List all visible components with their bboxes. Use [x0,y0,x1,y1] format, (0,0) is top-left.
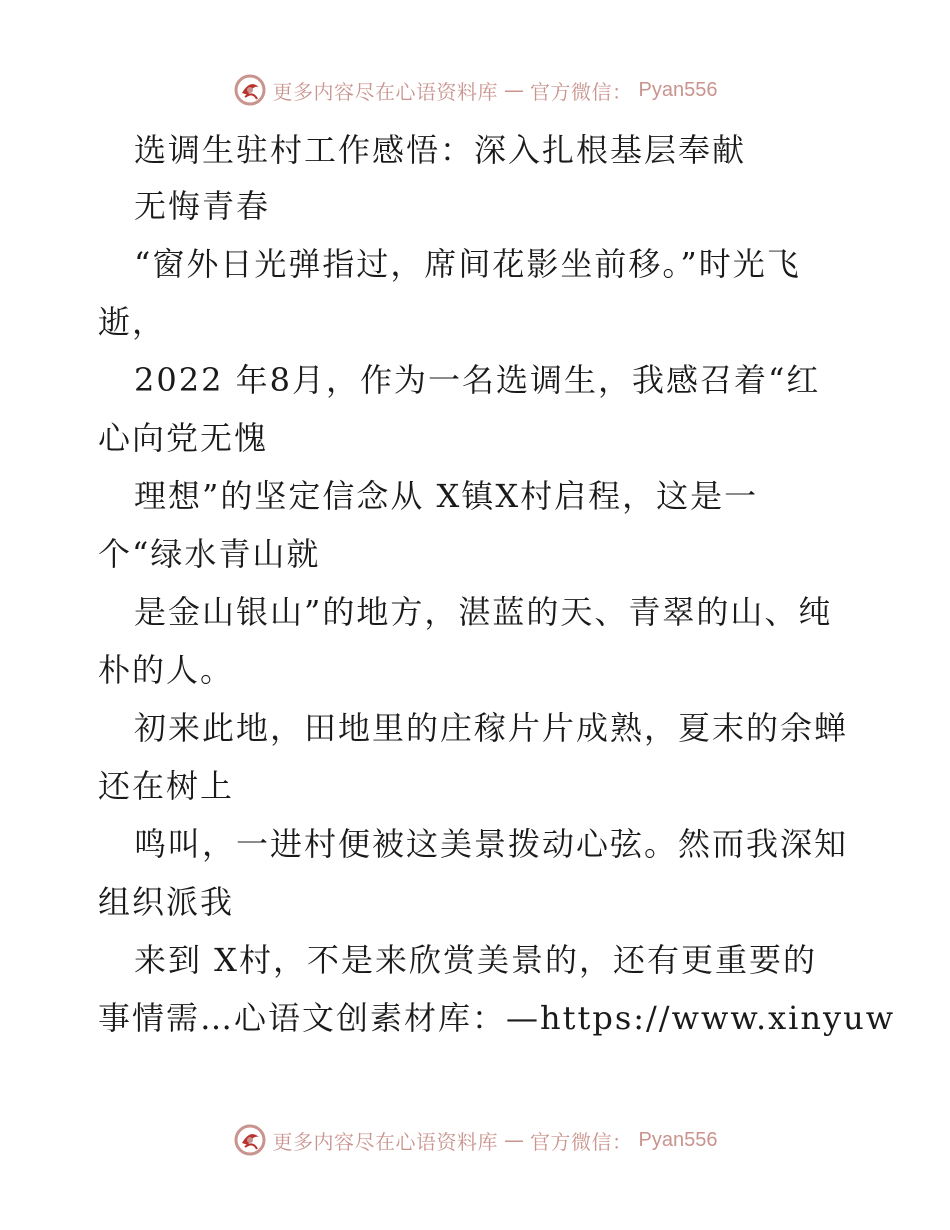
paragraph-line: 组织派我 [98,883,235,921]
header-separator: — [504,78,525,102]
header-wechat-label: 官方微信： [530,79,633,104]
footer-wechat-id: Pyan556 [638,1128,718,1151]
paragraph-line: 事情需…心语文创素材库：—https://www.xinyuw [98,999,896,1037]
footer-separator: — [504,1128,525,1152]
paragraph-line: 初来此地，田地里的庄稼片片成熟，夏末的余蝉 [134,709,849,747]
paragraph-line: 来到 X村，不是来欣赏美景的，还有更重要的 [134,941,817,979]
header-wechat-id: Pyan556 [638,78,718,101]
paragraph-line: 鸣叫，一进村便被这美景拨动心弦。然而我深知 [134,825,849,863]
swirl-logo-icon [233,1123,267,1157]
footer-wechat-label: 官方微信： [530,1129,633,1154]
header-banner [0,70,950,110]
header-banner-text: 更多内容尽在心语资料库 [272,79,499,104]
paragraph-line: 是金山银山”的地方，湛蓝的天、青翠的山、纯 [134,593,833,631]
paragraph-line: 心向党无愧 [98,419,269,457]
paragraph-line: 理想”的坚定信念从 X镇X村启程，这是一 [134,477,759,515]
swirl-logo-icon [233,73,267,107]
footer-banner [0,1120,950,1160]
title-line-2: 无悔青春 [134,187,271,225]
paragraph-line: 还在树上 [98,767,235,805]
title-line-1: 选调生驻村工作感悟：深入扎根基层奉献 [134,131,747,169]
paragraph-line: “窗外日光弹指过，席间花影坐前移。”时光飞 [134,245,801,283]
paragraph-line: 2022 年8月，作为一名选调生，我感召着“红 [134,361,821,399]
paragraph-line: 个“绿水青山就 [98,535,321,573]
paragraph-line: 朴的人。 [98,651,235,689]
footer-banner-text: 更多内容尽在心语资料库 [272,1129,499,1154]
paragraph-line: 逝， [98,303,167,341]
